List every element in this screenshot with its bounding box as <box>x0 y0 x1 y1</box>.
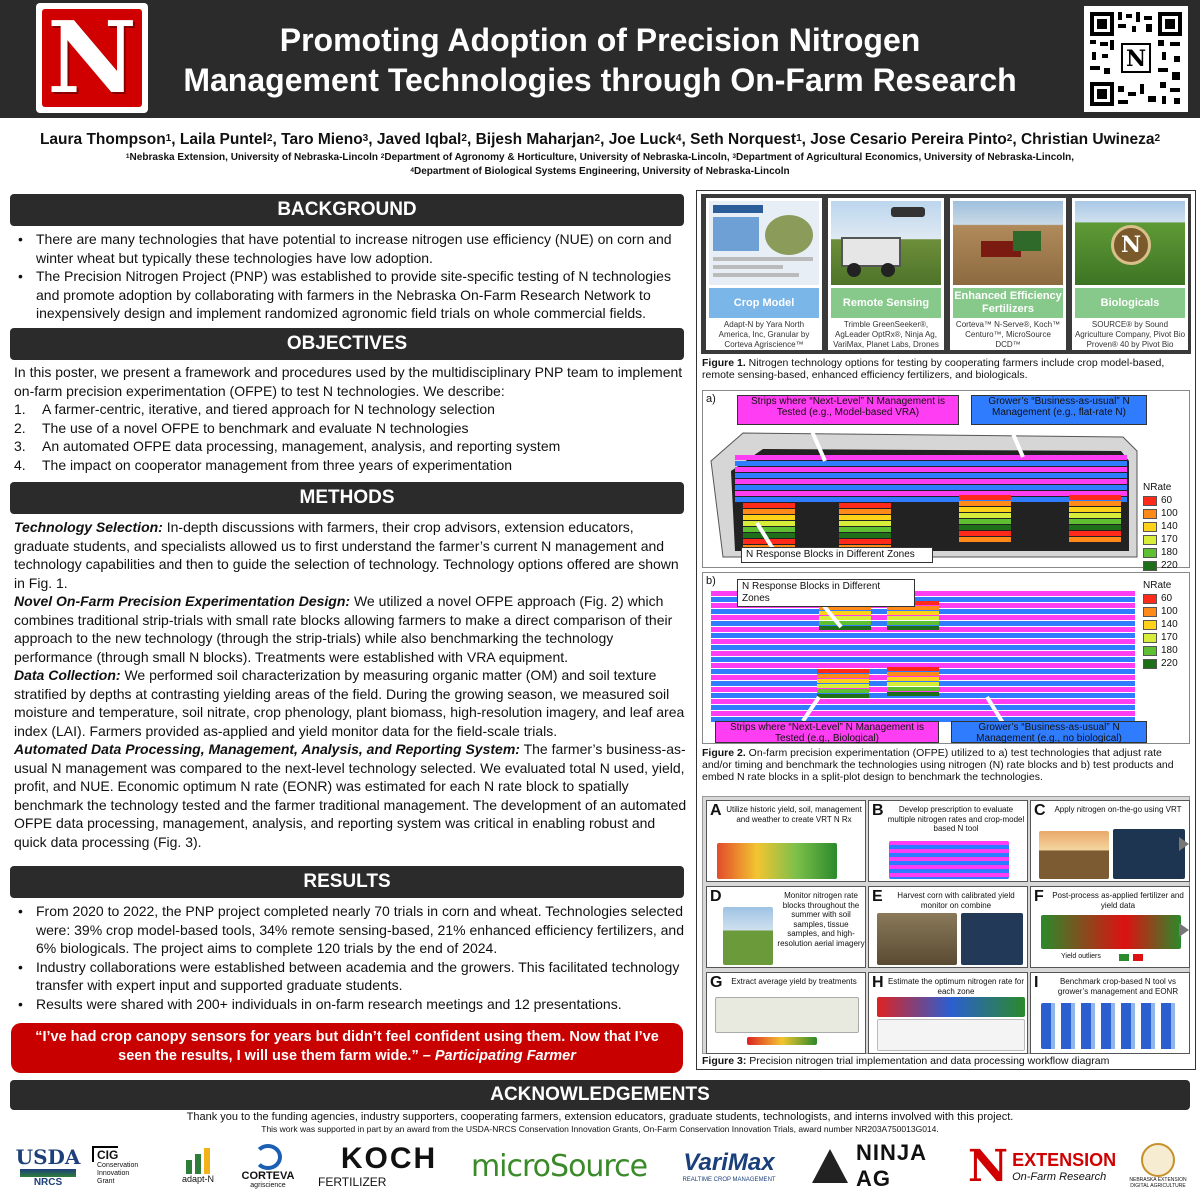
unl-n-logo: N <box>36 3 148 113</box>
rate-block <box>959 495 1011 500</box>
results-bullet: • From 2020 to 2022, the PNP project completed nearly 70 trials in corn and wheat. Technologies selected were: 39% crop model-based tools, 34% remote sensing-based, 21% enhanced efficiency fertilizers, and 6% biologicals. The project aims to complete 120 trials by the end of 2024. <box>14 902 690 958</box>
corn-field-image <box>1075 201 1185 285</box>
response-blocks-label: N Response Blocks in Different Zones <box>737 579 915 607</box>
legend-entry: 100 <box>1143 605 1178 618</box>
rate-block <box>743 515 795 520</box>
tech-card-biologicals <box>1072 198 1188 350</box>
affiliations: $^1$Nebraska Extension, University of Nebraska-Lincoln $^2$Department of Agronomy & Horticulture, University of Nebraska-Lincoln, $^3$Department of Agricultural Economics, University of Nebraska-Lincoln, $^4$Department of Biological Systems Engineering, University of Nebraska-Lincoln <box>125 152 1075 177</box>
workflow-step-a: A Utilize historic yield, soil, management and weather to create VRT N Rx <box>706 800 866 882</box>
author-name: Laila Puntel$^2$ <box>179 131 273 148</box>
objective-item: 3. An automated OFPE data processing, management, analysis, and reporting system <box>14 438 561 454</box>
acknowledgements-heading: ACKNOWLEDGEMENTS <box>10 1080 1190 1110</box>
rate-block <box>819 616 871 620</box>
strip <box>711 633 1135 638</box>
strip <box>735 479 1127 484</box>
strip <box>711 699 1135 704</box>
background-bullet: • There are many technologies that have potential to increase nitrogen use efficiency (NUE) on corn and winter wheat but typically these technologies have low adoption. <box>14 230 690 267</box>
methods-paragraph: Automated Data Processing, Management, Analysis, and Reporting System: The farmer’s business-as-usual N management was compared to the next-level technology selected. We evaluated total N used, yield, profit, and NUE. Economic optimum N rate (EONR) was estimated for each N rate block to spatially benchmark the technology tested and the farmer traditional management. The development of an automated OFPE data processing, management, analysis, and reporting system was critical in enabling robust and quick data processing (Fig. 3). <box>14 741 687 850</box>
rate-block <box>887 611 939 615</box>
tech-label: Crop Model <box>709 288 819 318</box>
workflow-step-b: B Develop prescription to evaluate multiple nitrogen rates and crop-model based N tool <box>868 800 1028 882</box>
objective-item: 1. A farmer-centric, iterative, and tiered approach for N technology selection <box>14 401 495 417</box>
tech-products: Trimble GreenSeeker®, AgLeader OptRx®, Ninja Ag, VariMax, Planet Labs, Drones <box>833 320 939 349</box>
strip <box>711 711 1135 716</box>
panel-label: a) <box>706 393 716 405</box>
figure-2a <box>702 390 1190 571</box>
methods-paragraph: Data Collection: We performed soil characterization by measuring organic matter (OM) and soil texture stratified by depths at contrasting yielding areas of the field. During the growing season, we measured soil moisture and temperature, soil nitrate, crop phenology, plant biomass, high-resolution imagery, and leaf area index (LAI). Farmers provided as-applied and yield monitor data for the field-scale trials. <box>14 667 685 739</box>
objective-item: 2. The use of a novel OFPE to benchmark and evaluate N technologies <box>14 419 469 436</box>
rate-block <box>817 684 869 688</box>
rate-block <box>959 537 1011 542</box>
figure-1 <box>701 194 1191 354</box>
background-bullet: • The Precision Nitrogen Project (PNP) was established to provide site-specific testing of N technologies and promote adoption by collaborating with farmers in the Nebraska On-Farm Research Network to inexpensively design and implement randomized agronomic field trials on whole commercial fields. <box>14 267 690 323</box>
crop-model-screenshot-image <box>709 201 819 285</box>
workflow-step-i: I Benchmark crop-based N tool vs grower’s management and EONR <box>1030 972 1190 1054</box>
background-heading: BACKGROUND <box>10 194 684 226</box>
strip <box>735 467 1127 472</box>
rate-block <box>887 677 939 681</box>
methods-heading: METHODS <box>10 482 684 514</box>
rate-block <box>887 672 939 676</box>
rate-block <box>817 689 869 693</box>
strip <box>711 705 1135 710</box>
legend-entry: 170 <box>1143 533 1178 546</box>
rate-block <box>959 501 1011 506</box>
rate-block <box>743 527 795 532</box>
author-name: Seth Norquest$^1$ <box>690 131 802 148</box>
legend-entry: 140 <box>1143 618 1178 631</box>
sprayer-drone-image <box>831 201 941 285</box>
author-name: Joe Luck$^4$ <box>608 131 682 148</box>
rate-block <box>887 621 939 625</box>
rate-block <box>839 521 891 526</box>
legend-entry: 140 <box>1143 520 1178 533</box>
objectives-intro: In this poster, we present a framework and procedures used by the multidisciplinary PNP team to implement on-farm precision experimentation (OFPE) to test N technologies. We describe: <box>14 364 683 399</box>
rate-block <box>959 525 1011 530</box>
rate-block <box>1069 495 1121 500</box>
rate-block <box>959 531 1011 536</box>
legend-entry: 170 <box>1143 631 1178 644</box>
tractor-field-image <box>953 201 1063 285</box>
results-bullet: • Results were shared with 200+ individuals in on-farm research meetings and 12 presentations. <box>14 995 690 1014</box>
legend-title: NRate <box>1143 482 1172 493</box>
author-name: Christian Uwineza$^2$ <box>1020 131 1161 148</box>
legend-entry: 180 <box>1143 644 1178 657</box>
author-name: Javed Iqbal$^2$ <box>376 131 467 148</box>
poster-header <box>0 0 1200 118</box>
rate-block <box>743 503 795 508</box>
cig-logo[interactable]: CIG Conservation Innovation Grant <box>92 1136 158 1196</box>
rate-block <box>1069 501 1121 506</box>
tech-card-crop-model <box>706 198 822 350</box>
methods-text <box>14 518 690 851</box>
business-as-usual-label: Grower’s “Business-as-usual” N Management (e.g., flat-rate N) <box>971 395 1147 425</box>
rate-block <box>1069 531 1121 536</box>
legend-entry: 60 <box>1143 494 1178 507</box>
tech-label: Biologicals <box>1075 288 1185 318</box>
workflow-step-d: D Monitor nitrogen rate blocks throughout the summer with soil samples, tissue samples, and high-resolution aerial imagery <box>706 886 866 968</box>
rate-block <box>887 667 939 671</box>
funding-text: This work was supported in part by an award from the USDA-NRCS Conservation Innovation Grants, On-Farm Conservation Innovation Trials, award number NR203A750013G014. <box>261 1124 939 1134</box>
strip <box>711 645 1135 650</box>
digital-agriculture-logo[interactable]: NEBRASKA EXTENSION DIGITAL AGRICULTURE <box>1126 1136 1190 1196</box>
tech-label: Remote Sensing <box>831 288 941 318</box>
rate-block <box>959 507 1011 512</box>
tech-products: Corteva™ N-Serve®, Koch™ Centuro™, MicroSource DCD™ <box>955 320 1061 349</box>
figure-2b <box>702 572 1190 744</box>
rate-block <box>743 521 795 526</box>
tech-label: Enhanced Efficiency Fertilizers <box>953 288 1063 318</box>
strip <box>711 651 1135 656</box>
workflow-step-g: G Extract average yield by treatments <box>706 972 866 1054</box>
legend-entry: 220 <box>1143 559 1178 572</box>
rate-block <box>839 509 891 514</box>
koch-fertilizer-logo[interactable]: KOCH FERTILIZER <box>318 1142 438 1189</box>
objectives-heading: OBJECTIVES <box>10 328 684 360</box>
methods-paragraph: Technology Selection: In-depth discussions with farmers, their crop advisors, extension educators, graduate students, and specialists allowed us to first understand the farmer’s current N management and technology capabilities and then to guide the selection of technology. Technology options offered are shown in Fig. 1. <box>14 519 679 591</box>
tech-card-eef <box>950 198 1066 350</box>
rate-block <box>743 509 795 514</box>
acknowledgements-text: Thank you to the funding agencies, industry supporters, cooperating farmers, extension educators, graduate students, technologists, and interns involved with this project. <box>186 1111 1014 1123</box>
corteva-logo[interactable]: CORTEVA agriscience <box>234 1136 302 1196</box>
strip <box>735 455 1127 460</box>
farmer-quote: “I’ve had crop canopy sensors for years but didn’t feel confident using them. Now that I’ve seen the results, I will use them farm wide.” – Participating Farmer <box>11 1023 683 1073</box>
figure-2-caption: Figure 2. On-farm precision experimentation (OFPE) utilized to a) test technologies that adjust rate and/or timing and benchmark the technologies using nitrogen (N) rate blocks and b) test products and embed N rate blocks in a split-plot design to benchmark the technologies. <box>702 747 1174 783</box>
rate-block <box>819 626 871 630</box>
results-text <box>14 902 690 1013</box>
figure-3-caption: Figure 3: Precision nitrogen trial implementation and data processing workflow diagram <box>702 1055 1110 1067</box>
strip <box>735 497 1127 502</box>
workflow-step-c: C Apply nitrogen on-the-go using VRT <box>1030 800 1190 882</box>
rate-block <box>839 503 891 508</box>
rate-block <box>817 694 869 698</box>
results-bullet: • Industry collaborations were established between academia and the growers. This facilitated technology transfer with expert input and supported graduate students. <box>14 958 690 995</box>
rate-block <box>819 621 871 625</box>
rate-block <box>839 539 891 544</box>
rate-block <box>887 616 939 620</box>
nrate-legend <box>1143 481 1178 572</box>
rate-block <box>839 515 891 520</box>
rate-block <box>817 674 869 678</box>
author-name: Bijesh Maharjan$^2$ <box>475 131 601 148</box>
rate-block <box>959 519 1011 524</box>
rate-block <box>1069 519 1121 524</box>
poster-title: Promoting Adoption of Precision Nitrogen Management Technologies through On-Farm Research <box>183 22 1017 98</box>
nrate-legend <box>1143 579 1178 670</box>
rate-block <box>1069 537 1121 542</box>
qr-code[interactable] <box>1084 6 1188 112</box>
legend-entry: 180 <box>1143 546 1178 559</box>
results-heading: RESULTS <box>10 866 684 898</box>
rate-block <box>743 533 795 538</box>
rate-block <box>959 513 1011 518</box>
rate-block <box>1069 507 1121 512</box>
rate-block <box>1069 513 1121 518</box>
author-name: Jose Cesario Pereira Pinto$^2$ <box>810 131 1013 148</box>
rate-block <box>1069 525 1121 530</box>
qr-n-letter: N <box>1125 46 1147 72</box>
workflow-step-h: H Estimate the optimum nitrogen rate for each zone <box>868 972 1028 1054</box>
tech-products: SOURCE® by Sound Agriculture Company, Pivot Bio Proven® 40 by Pivot Bio <box>1074 320 1186 349</box>
varimax-logo[interactable]: VariMax REALTIME CROP MANAGEMENT <box>682 1149 776 1183</box>
tech-card-remote-sensing <box>828 198 944 350</box>
response-blocks-label: N Response Blocks in Different Zones <box>741 547 933 563</box>
author-name: Laura Thompson$^1$ <box>39 131 172 148</box>
methods-paragraph: Novel On-Farm Precision Experimentation Design: We utilized a novel OFPE approach (Fig. 2) which combines traditional strip-trials with small rate blocks allowing farmers to make a direct comparison of their approach to the new technology (through the strip-trials) while also benchmarking the technology performance (through small N blocks). Treatments were established with VRA equipment. <box>14 593 673 665</box>
author-name: Taro Mieno$^3$ <box>281 131 369 148</box>
arrow-icon <box>1179 923 1189 937</box>
usda-nrcs-logo[interactable]: USDA NRCS <box>15 1144 81 1188</box>
rate-block <box>887 626 939 630</box>
figure-1-caption: Figure 1. Nitrogen technology options for testing by cooperating farmers include crop model-based, remote sensing-based, enhanced efficiency fertilizers, and biologicals. <box>702 357 1165 381</box>
background-text <box>14 230 690 323</box>
microsource-logo[interactable]: microSource <box>470 1148 648 1184</box>
rate-block <box>887 682 939 686</box>
legend-entry: 100 <box>1143 507 1178 520</box>
strip <box>735 461 1127 466</box>
next-level-strip-label: Strips where “Next-Level” N Management is Tested (e.g., Model-based VRA) <box>737 395 959 425</box>
legend-entry: 220 <box>1143 657 1178 670</box>
sponsor-logos <box>0 1136 1200 1200</box>
author-list: Laura Thompson$^1$, Laila Puntel$^2$, Taro Mieno$^3$, Javed Iqbal$^2$, Bijesh Maharjan$^2$, Joe Luck$^4$, Seth Norquest$^1$, Jose Cesario Pereira Pinto$^2$, Christian Uwineza$^2$ <box>39 131 1161 148</box>
strip <box>735 473 1127 478</box>
legend-title: NRate <box>1143 580 1172 591</box>
rate-block <box>887 687 939 691</box>
strip <box>711 657 1135 662</box>
adapt-n-logo[interactable]: adapt-N <box>170 1136 226 1196</box>
objectives-text <box>14 363 690 474</box>
strip <box>711 639 1135 644</box>
rate-block <box>839 527 891 532</box>
rate-block <box>839 533 891 538</box>
workflow-step-f: F Post-process as-applied fertilizer and yield data Yield outliers <box>1030 886 1190 968</box>
tech-products: Adapt-N by Yara North America, Inc, Granular by Corteva Agriscience™ <box>718 320 810 349</box>
biological-badge: N <box>1111 225 1151 265</box>
rate-block <box>887 692 939 696</box>
panel-label: b) <box>706 575 716 587</box>
arrow-icon <box>1179 837 1189 851</box>
strip <box>735 491 1127 496</box>
ninja-ag-logo[interactable]: NINJA AG <box>812 1136 962 1196</box>
business-as-usual-label: Grower’s “Business-as-usual” N Management (e.g., no biological) <box>951 721 1147 743</box>
next-level-strip-label: Strips where “Next-Level” N Management is Tested (e.g., Biological) <box>715 721 939 743</box>
rate-block <box>817 679 869 683</box>
strip <box>735 485 1127 490</box>
rate-block <box>817 669 869 673</box>
objective-item: 4. The impact on cooperator management from three years of experimentation <box>14 456 513 473</box>
nebraska-extension-logo[interactable]: N EXTENSION On-Farm Research <box>967 1140 1117 1192</box>
figure-3-workflow <box>702 796 1190 1054</box>
workflow-step-e: E Harvest corn with calibrated yield monitor on combine <box>868 886 1028 968</box>
legend-entry: 60 <box>1143 592 1178 605</box>
